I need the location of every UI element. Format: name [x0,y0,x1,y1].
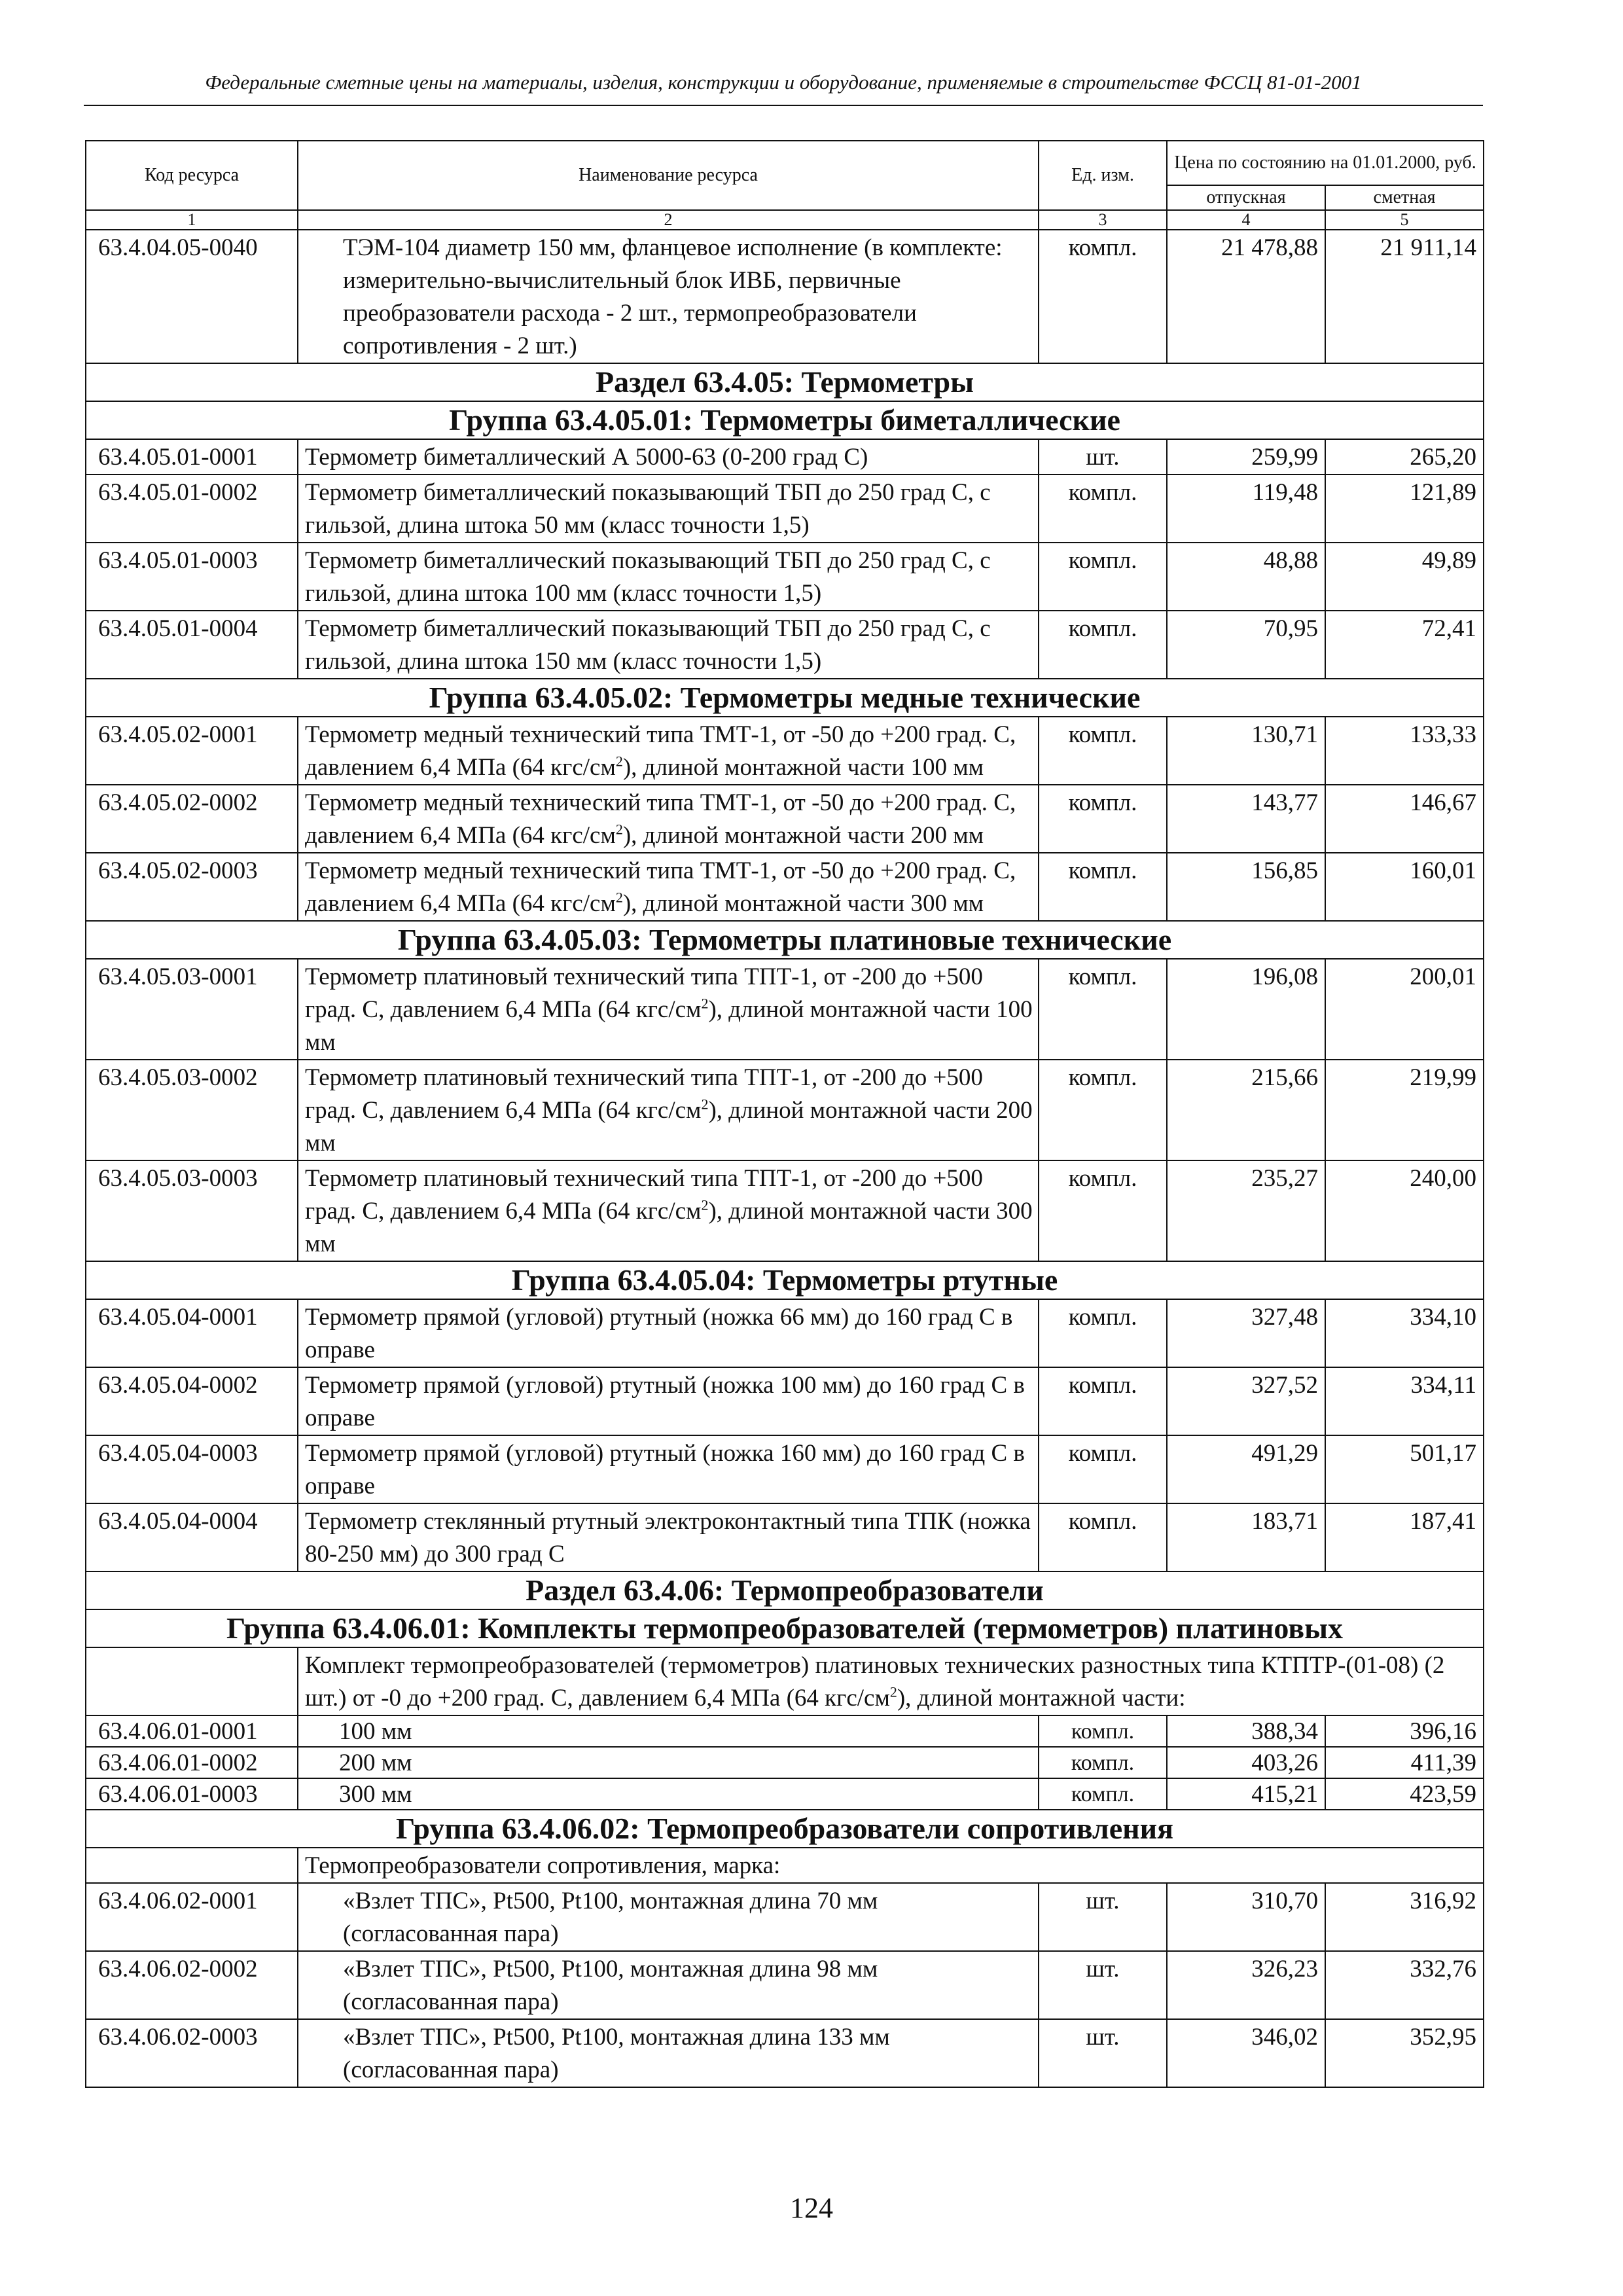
resource-name: Термометр биметаллический А 5000-63 (0-200 град С) [298,439,1039,475]
release-price: 70,95 [1167,611,1325,679]
unit-cell: компл. [1039,785,1167,853]
estimate-price: 316,92 [1325,1883,1484,1951]
unit-cell: компл. [1039,853,1167,921]
superscript-two: 2 [889,1683,897,1700]
resource-code: 63.4.05.01-0004 [86,611,298,679]
resource-name: Термометр биметаллический показывающий ТБП до 250 град С, с гильзой, длина штока 150 мм (класс точности 1,5) [298,611,1039,679]
table-row [86,1647,1484,1715]
col-header-code: Код ресурса [86,141,298,210]
table-row [86,1299,1484,1367]
resource-name: «Взлет ТПС», Pt500, Pt100, монтажная длина 98 мм (согласованная пара) [298,1951,1039,2019]
resource-name: Термометр биметаллический показывающий ТБП до 250 град С, с гильзой, длина штока 100 мм (класс точности 1,5) [298,543,1039,611]
table-row [86,611,1484,679]
resource-code: 63.4.05.01-0003 [86,543,298,611]
estimate-price: 332,76 [1325,1951,1484,2019]
resource-name: Термометр прямой (угловой) ртутный (ножка 160 мм) до 160 град С в оправе [298,1435,1039,1503]
superscript-two: 2 [701,1096,709,1113]
unit-cell: компл. [1039,1503,1167,1571]
release-price: 346,02 [1167,2019,1325,2087]
resource-name: Термометр стеклянный ртутный электроконтактный типа ТПК (ножка 80-250 мм) до 300 град С [298,1503,1039,1571]
table-row [86,1060,1484,1160]
column-number: 5 [1325,210,1484,230]
estimate-price: 334,10 [1325,1299,1484,1367]
release-price: 326,23 [1167,1951,1325,2019]
header-rule [84,105,1483,106]
release-price: 48,88 [1167,543,1325,611]
table-row [86,1160,1484,1261]
col-header-unit: Ед. изм. [1039,141,1167,210]
resource-code: 63.4.04.05-0040 [86,230,298,363]
resource-code: 63.4.06.02-0003 [86,2019,298,2087]
unit-cell: компл. [1039,1367,1167,1435]
table-row [86,401,1484,439]
table-row [86,679,1484,717]
estimate-price: 49,89 [1325,543,1484,611]
note-cell: Термопреобразователи сопротивления, марка: [298,1848,1484,1883]
estimate-price: 396,16 [1325,1715,1484,1747]
resource-name: Термометр платиновый технический типа ТПТ-1, от -200 до +500 град. С, давлением 6,4 МПа (64 кгс/$см^2$), длиной монтажной части 200 мм [298,1060,1039,1160]
table-row [86,1747,1484,1778]
group-heading: Группа 63.4.05.01: Термометры биметаллические [86,401,1484,439]
table-row [86,1715,1484,1747]
resource-name: Термометр медный технический типа ТМТ-1, от -50 до +200 град. С, давлением 6,4 МПа (64 кгс/$см^2$), длиной монтажной части 300 мм [298,853,1039,921]
release-price: 130,71 [1167,717,1325,785]
estimate-price: 219,99 [1325,1060,1484,1160]
note-cell: Комплект термопреобразователей (термометров) платиновых технических разностных типа КТПТР-(01-08) (2 шт.) от -0 до +200 град. С, давлением 6,4 МПа (64 кгс/$см^2$), длиной монтажной части: [298,1647,1484,1715]
table-row [86,439,1484,475]
price-table [85,140,1484,2088]
estimate-price: 352,95 [1325,2019,1484,2087]
estimate-price: 146,67 [1325,785,1484,853]
group-heading: Группа 63.4.06.01: Комплекты термопреобразователей (термометров) платиновых [86,1609,1484,1647]
resource-name: «Взлет ТПС», Pt500, Pt100, монтажная длина 70 мм (согласованная пара) [298,1883,1039,1951]
release-price: 183,71 [1167,1503,1325,1571]
estimate-price: 334,11 [1325,1367,1484,1435]
unit-cell: компл. [1039,717,1167,785]
unit-cell: компл. [1039,1435,1167,1503]
running-header: Федеральные сметные цены на материалы, изделия, конструкции и оборудование, применяемые в строительстве ФССЦ 81-01-2001 [205,71,1362,94]
resource-name: Термометр биметаллический показывающий ТБП до 250 град С, с гильзой, длина штока 50 мм (класс точности 1,5) [298,475,1039,543]
group-heading: Группа 63.4.05.02: Термометры медные технические [86,679,1484,717]
resource-code: 63.4.05.02-0002 [86,785,298,853]
superscript-two: 2 [615,889,623,906]
release-price: 196,08 [1167,959,1325,1060]
release-price: 119,48 [1167,475,1325,543]
resource-name: ТЭМ-104 диаметр 150 мм, фланцевое исполнение (в комплекте: измерительно-вычислительный блок ИВБ, первичные преобразователи расхода - 2 шт., термопреобразователи сопротивления - 2 шт.) [298,230,1039,363]
release-price: 235,27 [1167,1160,1325,1261]
code-cell [86,1647,298,1715]
unit-cell: шт. [1039,439,1167,475]
resource-name: 100 мм [298,1715,1039,1747]
table-row [86,1848,1484,1883]
table-row [86,230,1484,363]
resource-name: Термометр медный технический типа ТМТ-1, от -50 до +200 град. С, давлением 6,4 МПа (64 кгс/$см^2$), длиной монтажной части 100 мм [298,717,1039,785]
release-price: 156,85 [1167,853,1325,921]
unit-cell: компл. [1039,1299,1167,1367]
resource-code: 63.4.06.01-0003 [86,1778,298,1810]
table-row [86,1503,1484,1571]
unit-cell: компл. [1039,1160,1167,1261]
column-number: 4 [1167,210,1325,230]
resource-code: 63.4.05.04-0001 [86,1299,298,1367]
release-price: 403,26 [1167,1747,1325,1778]
estimate-price: 121,89 [1325,475,1484,543]
release-price: 388,34 [1167,1715,1325,1747]
page-number: 124 [790,2192,833,2224]
code-cell [86,1848,298,1883]
estimate-price: 72,41 [1325,611,1484,679]
resource-name: Термометр прямой (угловой) ртутный (ножка 66 мм) до 160 град С в оправе [298,1299,1039,1367]
estimate-price: 160,01 [1325,853,1484,921]
table-row [86,853,1484,921]
table-body [86,230,1484,2087]
resource-code: 63.4.06.01-0001 [86,1715,298,1747]
resource-code: 63.4.05.03-0003 [86,1160,298,1261]
col-header-release: отпускная [1167,185,1325,210]
unit-cell: компл. [1039,1060,1167,1160]
resource-code: 63.4.05.02-0003 [86,853,298,921]
resource-code: 63.4.06.02-0001 [86,1883,298,1951]
table-row [86,543,1484,611]
table-row [86,1951,1484,2019]
resource-code: 63.4.06.01-0002 [86,1747,298,1778]
estimate-price: 240,00 [1325,1160,1484,1261]
resource-code: 63.4.06.02-0002 [86,1951,298,2019]
table-row [86,1367,1484,1435]
table-row [86,1778,1484,1810]
group-heading: Группа 63.4.05.03: Термометры платиновые технические [86,921,1484,959]
superscript-two: 2 [701,995,709,1012]
table-row [86,1261,1484,1299]
col-header-name: Наименование ресурса [298,141,1039,210]
column-number: 2 [298,210,1039,230]
table-row [86,1571,1484,1609]
release-price: 259,99 [1167,439,1325,475]
release-price: 327,48 [1167,1299,1325,1367]
table-row [86,2019,1484,2087]
table-row [86,921,1484,959]
estimate-price: 411,39 [1325,1747,1484,1778]
release-price: 310,70 [1167,1883,1325,1951]
estimate-price: 501,17 [1325,1435,1484,1503]
unit-cell: компл. [1039,1715,1167,1747]
superscript-two: 2 [615,753,623,770]
unit-cell: шт. [1039,1883,1167,1951]
estimate-price: 133,33 [1325,717,1484,785]
release-price: 491,29 [1167,1435,1325,1503]
release-price: 415,21 [1167,1778,1325,1810]
section-heading: Раздел 63.4.05: Термометры [86,363,1484,401]
estimate-price: 21 911,14 [1325,230,1484,363]
table-row [86,1883,1484,1951]
resource-code: 63.4.05.03-0001 [86,959,298,1060]
estimate-price: 187,41 [1325,1503,1484,1571]
resource-code: 63.4.05.03-0002 [86,1060,298,1160]
unit-cell: шт. [1039,2019,1167,2087]
table-row [86,1810,1484,1848]
column-number: 1 [86,210,298,230]
col-header-estimate: сметная [1325,185,1484,210]
group-heading: Группа 63.4.05.04: Термометры ртутные [86,1261,1484,1299]
resource-code: 63.4.05.04-0002 [86,1367,298,1435]
estimate-price: 423,59 [1325,1778,1484,1810]
superscript-two: 2 [701,1196,709,1213]
table-row [86,785,1484,853]
release-price: 143,77 [1167,785,1325,853]
unit-cell: компл. [1039,1747,1167,1778]
resource-name: Термометр платиновый технический типа ТПТ-1, от -200 до +500 град. С, давлением 6,4 МПа (64 кгс/$см^2$), длиной монтажной части 100 мм [298,959,1039,1060]
resource-name: 300 мм [298,1778,1039,1810]
unit-cell: компл. [1039,611,1167,679]
resource-code: 63.4.05.02-0001 [86,717,298,785]
resource-code: 63.4.05.04-0003 [86,1435,298,1503]
resource-code: 63.4.05.01-0001 [86,439,298,475]
estimate-price: 265,20 [1325,439,1484,475]
unit-cell: компл. [1039,543,1167,611]
resource-code: 63.4.05.04-0004 [86,1503,298,1571]
col-header-price: Цена по состоянию на 01.01.2000, руб. [1167,141,1484,185]
unit-cell: компл. [1039,230,1167,363]
table-row [86,959,1484,1060]
table-row [86,475,1484,543]
resource-name: Термометр медный технический типа ТМТ-1, от -50 до +200 град. С, давлением 6,4 МПа (64 кгс/$см^2$), длиной монтажной части 200 мм [298,785,1039,853]
column-number: 3 [1039,210,1167,230]
table-row [86,363,1484,401]
table-row [86,1435,1484,1503]
resource-code: 63.4.05.01-0002 [86,475,298,543]
estimate-price: 200,01 [1325,959,1484,1060]
group-heading: Группа 63.4.06.02: Термопреобразователи сопротивления [86,1810,1484,1848]
release-price: 215,66 [1167,1060,1325,1160]
table-row [86,717,1484,785]
resource-name: «Взлет ТПС», Pt500, Pt100, монтажная длина 133 мм (согласованная пара) [298,2019,1039,2087]
table-row [86,1609,1484,1647]
unit-cell: компл. [1039,959,1167,1060]
unit-cell: компл. [1039,475,1167,543]
resource-name: Термометр прямой (угловой) ртутный (ножка 100 мм) до 160 град С в оправе [298,1367,1039,1435]
superscript-two: 2 [615,821,623,838]
unit-cell: шт. [1039,1951,1167,2019]
resource-name: Термометр платиновый технический типа ТПТ-1, от -200 до +500 град. С, давлением 6,4 МПа (64 кгс/$см^2$), длиной монтажной части 300 мм [298,1160,1039,1261]
release-price: 21 478,88 [1167,230,1325,363]
unit-cell: компл. [1039,1778,1167,1810]
section-heading: Раздел 63.4.06: Термопреобразователи [86,1571,1484,1609]
release-price: 327,52 [1167,1367,1325,1435]
resource-name: 200 мм [298,1747,1039,1778]
